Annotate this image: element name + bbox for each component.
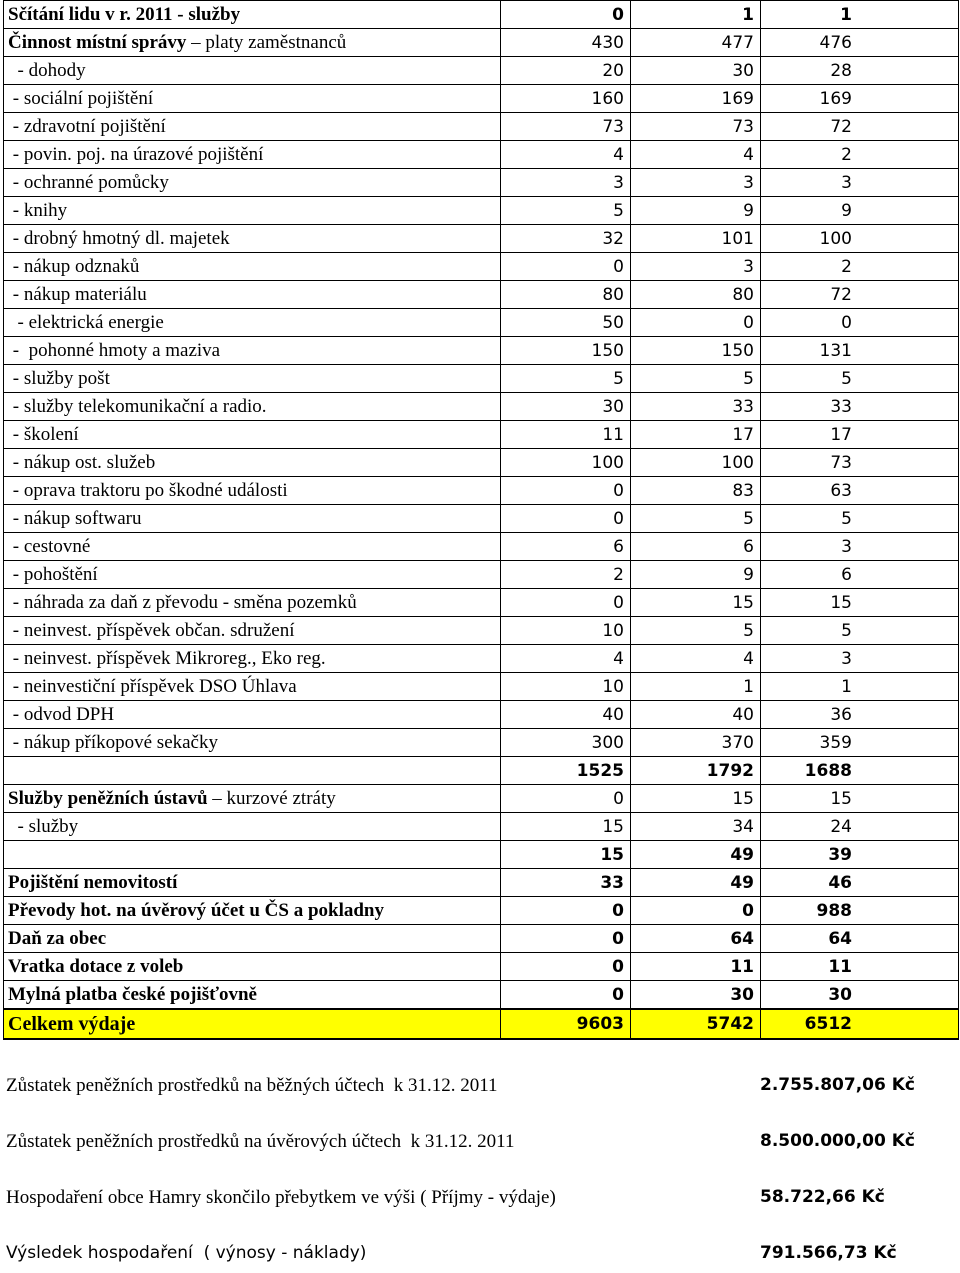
value-col2: 0 [631,897,761,925]
summary-value: 8.500.000,00 Kč [760,1131,916,1151]
value-col2: 1 [631,673,761,701]
value-col1: 430 [501,29,631,57]
value-col2: 150 [631,337,761,365]
summary-value: 58.722,66 Kč [760,1187,885,1207]
row-label-cell: - služby telekomunikační a radio. [4,393,501,421]
value-col3: 988 [761,897,959,925]
table-row [4,85,959,113]
value-col2: 1792 [631,757,761,785]
row-label-cell: - nákup příkopové sekačky [4,729,501,757]
table-row [4,169,959,197]
table-row [4,645,959,673]
header-col2: 1 [631,1,761,29]
value-col2: 17 [631,421,761,449]
row-label-cell: - knihy [4,197,501,225]
value-col2: 6 [631,533,761,561]
value-col3: 3 [761,169,959,197]
value-col1: 2 [501,561,631,589]
header-col1: 0 [501,1,631,29]
table-row [4,813,959,841]
row-label-cell: - pohonné hmoty a maziva [4,337,501,365]
value-col3: 73 [761,449,959,477]
row-label-cell [4,785,501,813]
value-col2: 83 [631,477,761,505]
value-col3: 476 [761,29,959,57]
value-col3: 2 [761,141,959,169]
value-col2: 49 [631,841,761,869]
row-label-cell: - služby [4,813,501,841]
value-col1: 30 [501,393,631,421]
row-label-cell: - nákup ost. služeb [4,449,501,477]
category-row [4,981,959,1010]
value-col3: 1688 [761,757,959,785]
value-col1: 5 [501,365,631,393]
section-spravy-label [8,32,346,53]
section-penezni-title: Služby peněžních ústavů [8,787,208,809]
value-col3: 9 [761,197,959,225]
row-label-cell: - neinvest. příspěvek občan. sdružení [4,617,501,645]
table-row [4,393,959,421]
row-label-cell: - sociální pojištění [4,85,501,113]
row-label-cell: - ochranné pomůcky [4,169,501,197]
row-label-cell: - oprava traktoru po škodné události [4,477,501,505]
row-label-cell: - drobný hmotný dl. majetek [4,225,501,253]
value-col1: 5 [501,197,631,225]
category-row [4,869,959,897]
value-col1: 0 [501,953,631,981]
value-col1: 0 [501,785,631,813]
value-col1: 40 [501,701,631,729]
value-col2: 33 [631,393,761,421]
table-row [4,505,959,533]
row-label-cell: Pojištění nemovitostí [4,869,501,897]
value-col2: 9 [631,197,761,225]
spreadsheet [3,0,958,1040]
row-label-cell: - neinvestiční příspěvek DSO Úhlava [4,673,501,701]
value-col3: 15 [761,785,959,813]
row-label-cell: - elektrická energie [4,309,501,337]
value-col2: 5742 [631,1009,761,1039]
value-col2: 40 [631,701,761,729]
value-col1: 0 [501,589,631,617]
value-col1: 150 [501,337,631,365]
expense-table [3,0,959,1040]
summary-label: Zůstatek peněžních prostředků na úvěrových účtech k 31.12. 2011 [6,1131,515,1152]
value-col2: 3 [631,253,761,281]
value-col1: 11 [501,421,631,449]
value-col3: 72 [761,281,959,309]
value-col2: 30 [631,57,761,85]
value-col1: 6 [501,533,631,561]
value-col2: 5 [631,505,761,533]
value-col2: 0 [631,309,761,337]
table-row [4,197,959,225]
table-row [4,57,959,85]
value-col1: 33 [501,869,631,897]
value-col2: 9 [631,561,761,589]
section-penezni-label [8,788,336,809]
header-col3: 1 [761,1,959,29]
row-label-cell: - pohoštění [4,561,501,589]
row-label-cell: - odvod DPH [4,701,501,729]
value-col2: 34 [631,813,761,841]
value-col3: 5 [761,505,959,533]
section-header-row [4,29,959,57]
section-spravy-title: Činnost místní správy [8,31,187,53]
table-row [4,225,959,253]
value-col3: 359 [761,729,959,757]
value-col3: 3 [761,533,959,561]
value-col1: 1525 [501,757,631,785]
summary-label: Zůstatek peněžních prostředků na běžných účtech k 31.12. 2011 [6,1075,498,1096]
row-label-cell: - nákup softwaru [4,505,501,533]
value-col3: 1 [761,673,959,701]
value-col1: 80 [501,281,631,309]
summary-row [6,1075,956,1105]
table-row [4,449,959,477]
header-subtitle: - služby [172,3,241,25]
value-col1: 300 [501,729,631,757]
value-col1: 0 [501,897,631,925]
total-row [4,1009,959,1039]
value-col2: 73 [631,113,761,141]
value-col2: 4 [631,645,761,673]
value-col1: 0 [501,925,631,953]
table-row [4,337,959,365]
value-col2: 30 [631,981,761,1010]
value-col3: 72 [761,113,959,141]
value-col2: 477 [631,29,761,57]
section-penezni-first-item: – kurzové ztráty [207,787,336,809]
value-col1: 160 [501,85,631,113]
row-label-cell [4,757,501,785]
row-label-cell: - dohody [4,57,501,85]
value-col1: 10 [501,673,631,701]
value-col1: 15 [501,841,631,869]
value-col3: 33 [761,393,959,421]
value-col2: 101 [631,225,761,253]
summary-value: 2.755.807,06 Kč [760,1075,916,1095]
table-row [4,477,959,505]
summary-row [6,1243,956,1273]
value-col1: 0 [501,981,631,1010]
value-col1: 20 [501,57,631,85]
section-header-row [4,785,959,813]
value-col1: 3 [501,169,631,197]
value-col2: 15 [631,589,761,617]
value-col3: 30 [761,981,959,1010]
value-col2: 4 [631,141,761,169]
header-title: Sčítání lidu v r. 2011 [8,3,173,25]
row-label-cell: - nákup materiálu [4,281,501,309]
row-label-cell: - neinvest. příspěvek Mikroreg., Eko reg. [4,645,501,673]
value-col2: 5 [631,617,761,645]
row-label-cell [4,29,501,57]
category-row [4,897,959,925]
value-col1: 0 [501,253,631,281]
value-col3: 131 [761,337,959,365]
row-label-cell: - školení [4,421,501,449]
summary-row [6,1187,956,1217]
row-label-cell: - náhrada za daň z převodu - směna pozemků [4,589,501,617]
value-col1: 100 [501,449,631,477]
category-row [4,925,959,953]
row-label-cell: - zdravotní pojištění [4,113,501,141]
value-col3: 11 [761,953,959,981]
summary-label: Hospodaření obce Hamry skončilo přebytkem ve výši ( Příjmy - výdaje) [6,1187,556,1208]
table-row [4,533,959,561]
row-label-cell: Vratka dotace z voleb [4,953,501,981]
table-row [4,701,959,729]
table-row [4,729,959,757]
value-col3: 3 [761,645,959,673]
value-col2: 80 [631,281,761,309]
value-col1: 73 [501,113,631,141]
value-col3: 17 [761,421,959,449]
subtotal-row [4,757,959,785]
row-label-cell: Daň za obec [4,925,501,953]
value-col3: 0 [761,309,959,337]
table-row [4,281,959,309]
value-col3: 64 [761,925,959,953]
subtotal-row [4,841,959,869]
value-col2: 169 [631,85,761,113]
row-label-cell: Převody hot. na úvěrový účet u ČS a pokladny [4,897,501,925]
value-col3: 100 [761,225,959,253]
value-col3: 6 [761,561,959,589]
header-row [4,1,959,29]
row-label-cell: Mylná platba české pojišťovně [4,981,501,1010]
value-col1: 0 [501,477,631,505]
value-col3: 2 [761,253,959,281]
table-row [4,113,959,141]
summary-value: 791.566,73 Kč [760,1243,897,1263]
value-col1: 4 [501,645,631,673]
row-label-cell: - cestovné [4,533,501,561]
value-col2: 100 [631,449,761,477]
table-row [4,561,959,589]
value-col3: 5 [761,617,959,645]
value-col2: 15 [631,785,761,813]
value-col3: 63 [761,477,959,505]
value-col3: 15 [761,589,959,617]
value-col3: 169 [761,85,959,113]
row-label-cell: - nákup odznaků [4,253,501,281]
value-col1: 32 [501,225,631,253]
row-label-cell: - služby pošt [4,365,501,393]
value-col2: 3 [631,169,761,197]
value-col3: 39 [761,841,959,869]
value-col1: 0 [501,505,631,533]
value-col2: 49 [631,869,761,897]
value-col2: 370 [631,729,761,757]
row-label-cell [4,841,501,869]
table-row [4,253,959,281]
value-col1: 15 [501,813,631,841]
summary-row [6,1131,956,1161]
value-col1: 10 [501,617,631,645]
table-row [4,309,959,337]
table-row [4,421,959,449]
row-label-cell: - povin. poj. na úrazové pojištění [4,141,501,169]
value-col2: 5 [631,365,761,393]
value-col1: 50 [501,309,631,337]
value-col3: 46 [761,869,959,897]
value-col1: 4 [501,141,631,169]
section-spravy-first-item: – platy zaměstnanců [186,31,347,53]
category-row [4,953,959,981]
table-row [4,673,959,701]
row-label-cell: Celkem výdaje [4,1009,501,1039]
value-col3: 6512 [761,1009,959,1039]
table-row [4,617,959,645]
value-col3: 36 [761,701,959,729]
table-row [4,141,959,169]
summary-label: Výsledek hospodaření ( výnosy - náklady) [6,1243,367,1263]
value-col2: 64 [631,925,761,953]
table-row [4,589,959,617]
value-col3: 24 [761,813,959,841]
header-label-cell [4,1,501,29]
value-col1: 9603 [501,1009,631,1039]
table-row [4,365,959,393]
value-col2: 11 [631,953,761,981]
value-col3: 28 [761,57,959,85]
value-col3: 5 [761,365,959,393]
